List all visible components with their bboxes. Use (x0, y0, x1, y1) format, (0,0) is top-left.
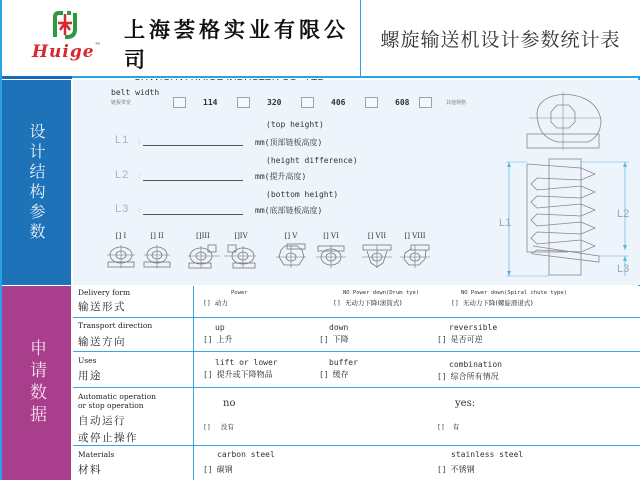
application-section-sidebar (2, 286, 72, 480)
application-section-label: 申请数据 (26, 339, 46, 427)
header-accent-bar (2, 76, 72, 79)
dimension-row-l2: (height difference) L2 : mm(提升高度) (115, 156, 358, 181)
application-table (73, 286, 640, 480)
svg-text:L2: L2 (617, 208, 630, 220)
checkbox[interactable] (365, 97, 378, 108)
application-data-section (2, 286, 640, 480)
company-name-cn: 上海荟格实业有限公司 (124, 17, 349, 72)
design-parameters-section (2, 80, 640, 285)
checkbox[interactable] (419, 97, 432, 108)
checkbox[interactable]: [] (319, 370, 329, 379)
option-lift-or-lower[interactable]: lift or lower [] 提升或下降物品 (203, 358, 278, 379)
checkbox[interactable] (173, 97, 186, 108)
arrangement-option-8[interactable]: [] VIII (395, 232, 435, 280)
row-options (195, 286, 640, 317)
row-label: Delivery form 输送形式 (73, 286, 194, 317)
option-carbon-steel[interactable]: carbon steel [] 碳钢 (203, 450, 275, 474)
spiral-conveyor-diagram-icon (493, 86, 633, 281)
l3-input-line[interactable] (143, 214, 243, 215)
option-power[interactable]: Power [] 动力 (203, 290, 248, 307)
checkbox[interactable]: [] (203, 465, 213, 474)
document-title-box (360, 0, 640, 76)
row-options (195, 352, 640, 387)
svg-text:L1: L1 (499, 217, 512, 229)
arrangement-4-icon (224, 243, 258, 269)
row-label: Materials 材料 (73, 446, 194, 480)
header (2, 0, 640, 78)
document-title: 螺旋输送机设计参数统计表 (380, 28, 621, 51)
design-section-label: 设计结构参数 (27, 122, 46, 243)
dimension-row-l1: (top height) L1 : mm(顶部链板高度) (115, 120, 324, 147)
checkbox[interactable] (301, 97, 314, 108)
table-row-delivery-form (73, 286, 640, 318)
table-row-automatic-operation (73, 388, 640, 446)
arrangement-8-icon (399, 243, 431, 269)
row-label: Uses 用途 (73, 352, 194, 387)
belt-width-option-320[interactable]: 320 (237, 97, 281, 108)
table-row-uses (73, 352, 640, 388)
l1-input-line[interactable] (143, 145, 243, 146)
row-options (195, 388, 640, 445)
option-down[interactable]: down [] 下降 (319, 323, 349, 344)
belt-width-option-406[interactable]: 406 (301, 97, 345, 108)
option-up[interactable]: up [] 上升 (203, 323, 233, 344)
option-auto-yes[interactable]: yes: [] 有 (437, 398, 476, 431)
arrangement-7-icon (361, 243, 393, 269)
checkbox[interactable]: [] (319, 335, 329, 344)
arrangement-1-icon (105, 243, 137, 269)
arrangement-options (101, 232, 431, 282)
arrangement-option-3[interactable]: []III (183, 232, 223, 280)
arrangement-option-4[interactable]: []IV (221, 232, 261, 280)
design-section-sidebar (2, 80, 72, 285)
checkbox[interactable]: [] (437, 465, 447, 474)
arrangement-option-1[interactable]: [] I (101, 232, 141, 280)
checkbox[interactable]: [] (437, 423, 445, 431)
table-row-materials (73, 446, 640, 480)
checkbox[interactable]: [] (437, 335, 447, 344)
logo-wordmark: Huige™ (32, 42, 102, 62)
belt-width-label-cn: 链板带宽 (111, 100, 132, 106)
checkbox[interactable]: [] (451, 299, 459, 307)
arrangement-2-icon (141, 243, 173, 269)
company-name (124, 14, 349, 89)
row-options (195, 318, 640, 351)
checkbox[interactable]: [] (203, 423, 211, 431)
option-combination[interactable]: combination [] 综合所有情况 (437, 360, 502, 381)
arrangement-option-6[interactable]: [] VI (311, 232, 351, 280)
huige-logo (32, 10, 112, 62)
arrangement-6-icon (315, 243, 347, 269)
arrangement-option-5[interactable]: [] V (271, 232, 311, 280)
arrangement-option-2[interactable]: [] II (137, 232, 177, 280)
belt-width-option-114[interactable]: 114 (173, 97, 217, 108)
arrangement-option-7[interactable]: [] VII (357, 232, 397, 280)
option-no-power-spiral-chute[interactable]: NO Power down(Spiral chute type) [] 无动力下降(螺旋滑道式) (451, 290, 567, 307)
checkbox[interactable]: [] (203, 370, 213, 379)
design-body (73, 80, 640, 285)
option-stainless-steel[interactable]: stainless steel [] 不锈钢 (437, 450, 524, 474)
l2-input-line[interactable] (143, 180, 243, 181)
belt-width-option-other[interactable]: 其他规格 (419, 97, 466, 108)
svg-text:L3: L3 (617, 263, 630, 275)
huige-logo-mark-icon (50, 10, 80, 40)
checkbox[interactable]: [] (203, 299, 211, 307)
checkbox[interactable]: [] (437, 372, 447, 381)
arrangement-3-icon (186, 243, 220, 269)
option-buffer[interactable]: buffer [] 缓存 (319, 358, 358, 379)
row-label: Automatic operation or stop operation 自动运行 或停止操作 (73, 388, 194, 445)
belt-width-label-en: belt width (111, 88, 160, 97)
checkbox[interactable]: [] (203, 335, 213, 344)
row-options (195, 446, 640, 480)
row-label: Transport direction 输送方向 (73, 318, 194, 351)
arrangement-5-icon (275, 243, 307, 269)
checkbox[interactable] (237, 97, 250, 108)
option-auto-no[interactable]: no [] 没有 (203, 398, 236, 431)
checkbox[interactable]: [] (333, 299, 341, 307)
table-row-transport-direction (73, 318, 640, 352)
option-no-power-drum[interactable]: NO Power down(Drum tye) [] 无动力下降(滚筒式) (333, 290, 420, 307)
option-reversible[interactable]: reversible [] 是否可逆 (437, 323, 498, 344)
belt-width-option-608[interactable]: 608 (365, 97, 409, 108)
dimension-row-l3: (bottom height) L3 : mm(底部链板高度) (115, 190, 339, 215)
